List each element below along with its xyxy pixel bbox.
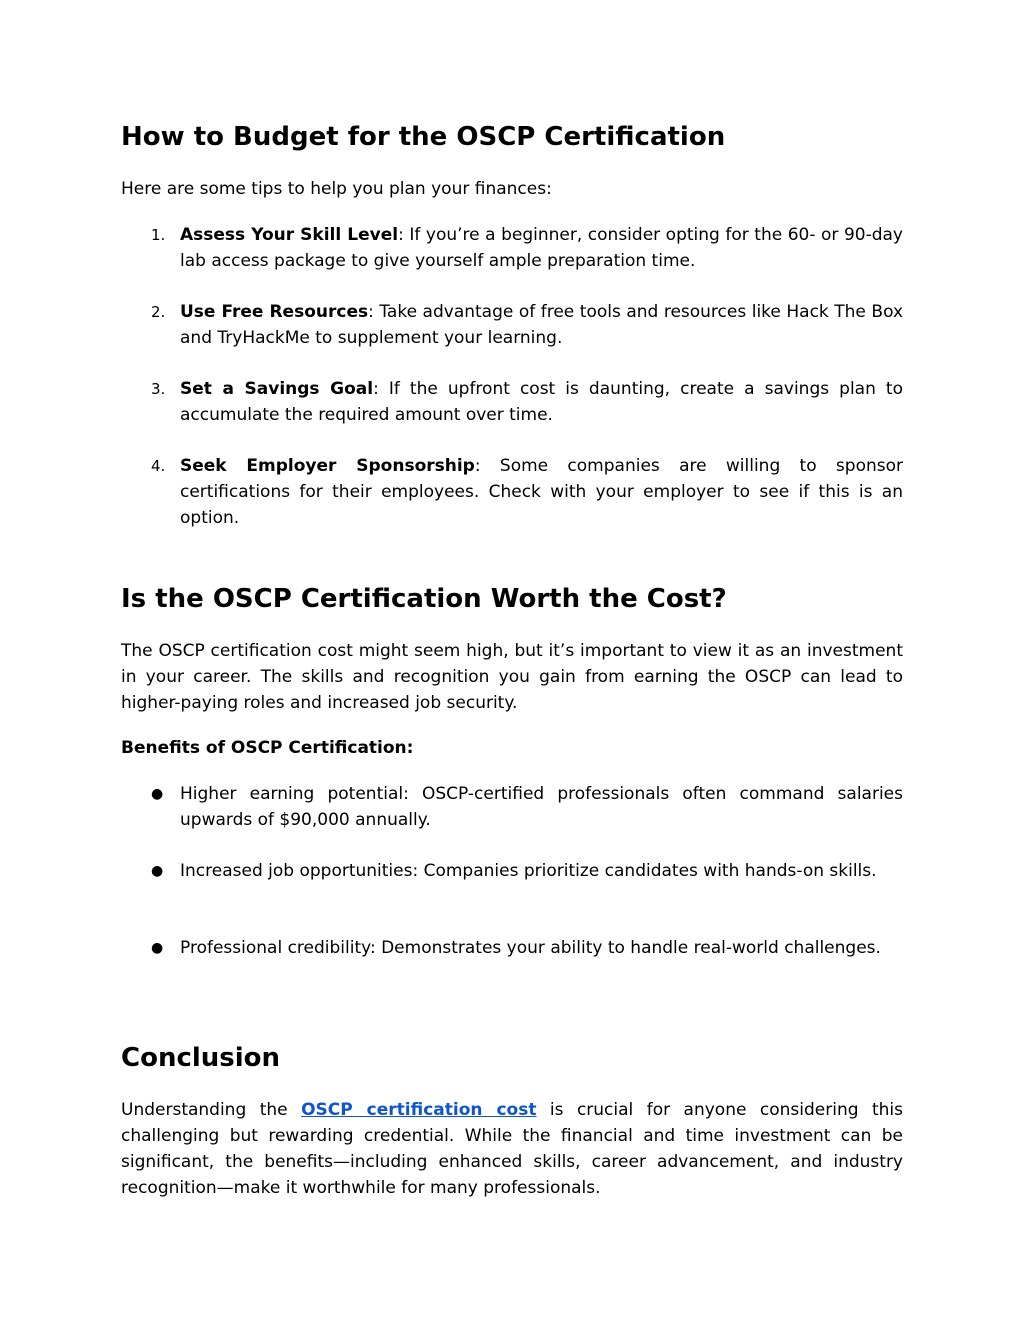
list-number: 3. [151,380,166,398]
benefit-text: Professional credibility: Demonstrates your ability to handle real-world challenges. [180,938,881,958]
section-heading-budget: How to Budget for the OSCP Certification [121,122,726,152]
tip-description: If you’re a beginner, consider opting for the 60- or 90-day lab access package to give yourself ample preparation time. [180,225,903,271]
list-number: 4. [151,457,166,475]
benefits-heading: Benefits of OSCP Certification: [121,738,414,758]
bullet-icon: ● [151,940,164,956]
bullet-icon: ● [151,786,164,802]
list-number: 2. [151,303,166,321]
tip-description: Some companies are willing to sponsor certifications for their employees. Check with your employer to see if this is an option. [180,456,903,528]
tip-text: Assess Your Skill Level: If you’re a beginner, consider opting for the 60- or 90-day lab access package to give yourself ample preparation time. [180,225,903,271]
worth-paragraph: The OSCP certification cost might seem high, but it’s important to view it as an investment in your career. The skills and recognition you gain from earning the OSCP can lead to higher-paying roles and increased job security. [121,641,903,713]
benefit-text: Higher earning potential: OSCP-certified professionals often command salaries upwards of $90,000 annually. [180,784,903,830]
intro-paragraph: Here are some tips to help you plan your finances: [121,179,552,199]
tip-text: Set a Savings Goal: If the upfront cost is daunting, create a savings plan to accumulate the required amount over time. [180,379,903,425]
bullet-icon: ● [151,863,164,879]
tip-title: Assess Your Skill Level [180,225,399,245]
benefit-text: Increased job opportunities: Companies prioritize candidates with hands-on skills. [180,861,877,881]
section-heading-conclusion: Conclusion [121,1043,281,1073]
conclusion-paragraph: Understanding the OSCP certification cost is crucial for anyone considering this challenging but rewarding credential. While the financial and time investment can be significant, the benefits—including enhanced skills, career advancement, and industry recognition—make it worthwhile for many professionals. [121,1100,903,1198]
tip-title: Set a Savings Goal [180,379,374,399]
tip-description: If the upfront cost is daunting, create a savings plan to accumulate the required amount over time. [180,379,903,425]
oscp-cost-link[interactable]: OSCP certification cost [301,1100,537,1120]
list-number: 1. [151,226,166,244]
tip-text: Seek Employer Sponsorship: Some companies are willing to sponsor certifications for their employees. Check with your employer to see if this is an option. [180,456,903,528]
tip-title: Seek Employer Sponsorship [180,456,475,476]
section-heading-worth: Is the OSCP Certification Worth the Cost? [121,584,727,614]
tip-title: Use Free Resources [180,302,369,322]
tip-description: Take advantage of free tools and resources like Hack The Box and TryHackMe to supplement your learning. [180,302,904,348]
tip-text: Use Free Resources: Take advantage of free tools and resources like Hack The Box and TryHackMe to supplement your learning. [180,302,904,348]
